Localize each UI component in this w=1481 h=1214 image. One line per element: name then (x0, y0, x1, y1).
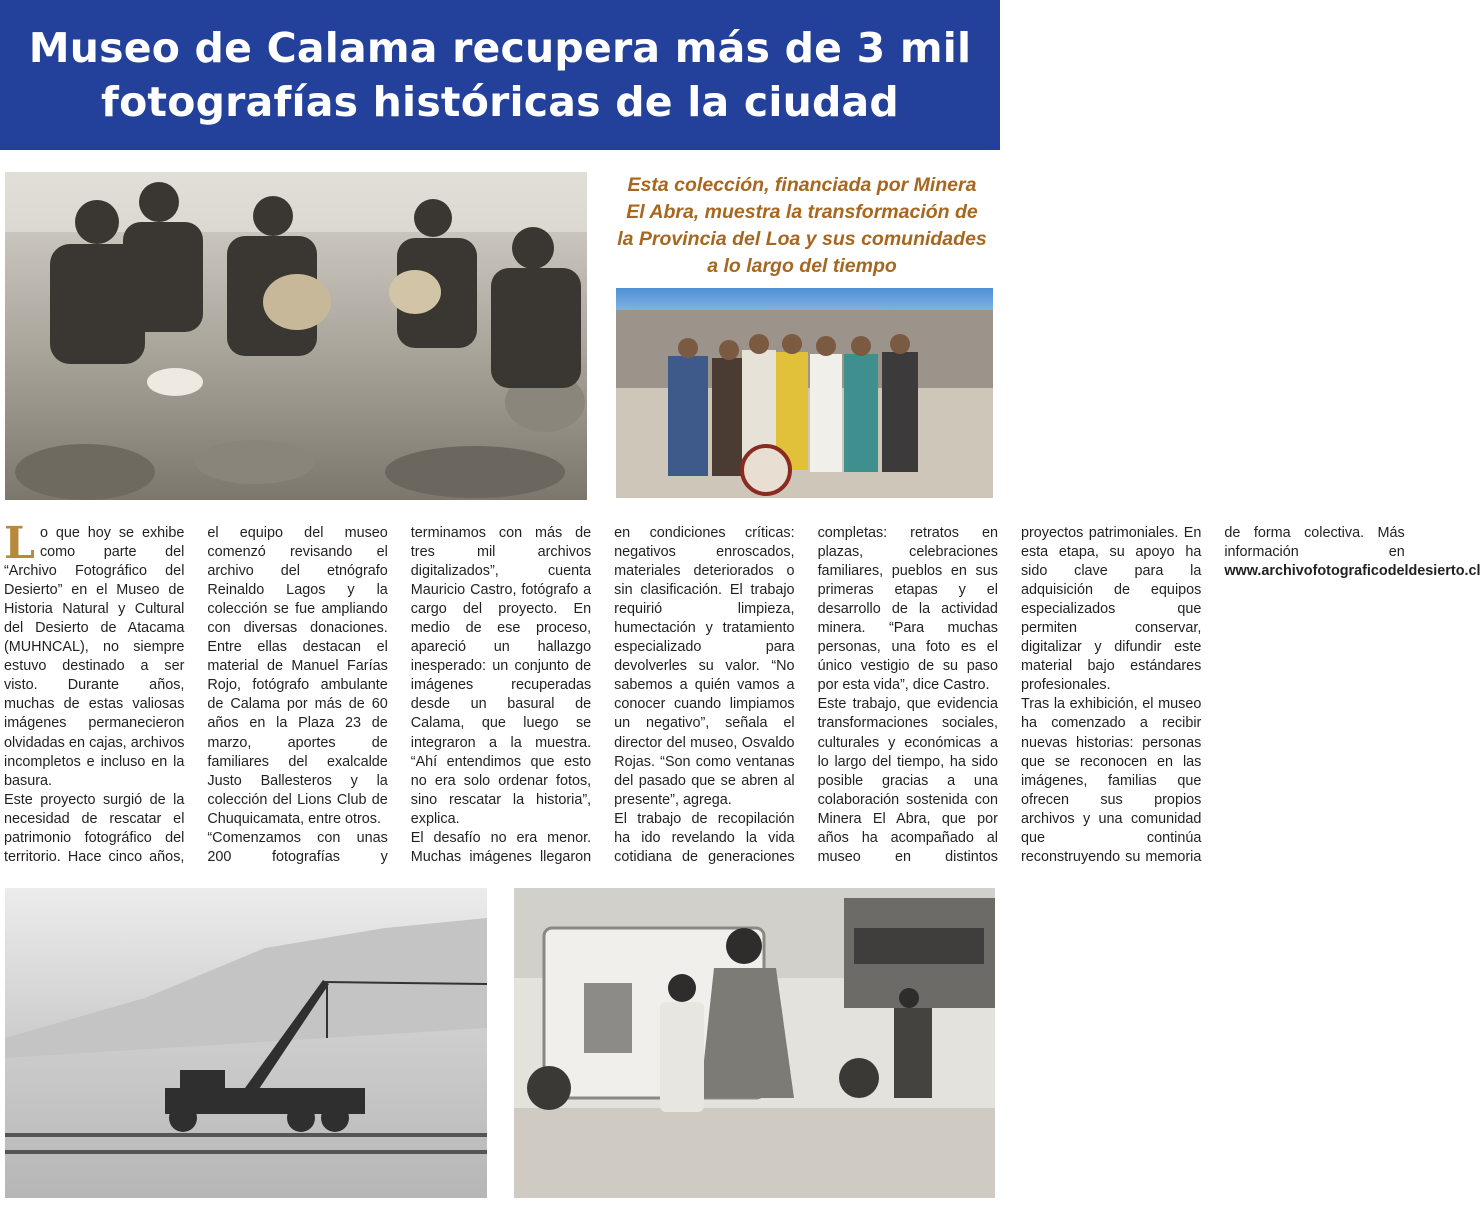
pull-quote (606, 172, 998, 280)
article-paragraph-4: El desafío no era menor. Muchas imágenes llegaron en condiciones críticas: negativos enroscados, materiales deteriorados o sin clasificación. El trabajo requirió limpieza, humectación y tratamiento especializado para devolverles su valor. “No sabemos a quién vamos a conocer cuando limpiamos un negativo”, señala el director del museo, Osvaldo Rojas. “Son como ventanas del pasado que se abren al presente”, agrega. (410, 525, 795, 865)
photo-family-vehicle (514, 888, 995, 1198)
article-paragraph (4, 518, 185, 791)
article-paragraph-6: Este trabajo, que evidencia transformaciones sociales, culturales y económicas a lo largo del tiempo, ha sido posible gracias a una colaboración sostenida con Minera El Abra, que por años ha acompañado al museo en distintos proyectos patrimoniales. En esta etapa, su apoyo ha sido clave para la adquisición de equipos especializados que permiten conservar, digitalizar y difundir este material bajo estándares profesionales. (817, 525, 1202, 865)
headline (29, 21, 972, 129)
pull-quote-line-2: El Abra, muestra la transformación de (626, 201, 978, 223)
photo-crane-truck (5, 888, 487, 1198)
article-paragraph-1-text: o que hoy se exhibe como parte del “Archivo Fotográfico del Desierto” en el Museo de Historia Natural y Cultural del Desierto de Atacama (MUHNCAL), no siempre estuvo destinado a ser visto. Durante años, muchas de estas valiosas imágenes permanecieron olvidadas en cajas, archivos incompletos e incluso en la basura. (4, 525, 185, 789)
article-paragraph-3: “Comenzamos con unas 200 fotografías y terminamos con más de tres mil archivos digitalizados”, cuenta Mauricio Castro, fotógrafo a cargo del proyecto. En medio de ese proceso, apareció un hallazgo inesperado: un conjunto de imágenes recuperadas desde un basural de Calama, que luego se integraron a la muestra. “Ahí entendimos que esto no era solo ordenar fotos, sino rescatar la historia”, explica. (207, 525, 592, 865)
photo-group-color (616, 288, 993, 498)
drop-cap: L (4, 518, 35, 569)
archive-website-link[interactable]: www.archivofotograficodeldesierto.cl (1224, 563, 1481, 580)
article-body (4, 518, 1481, 876)
headline-line-1: Museo de Calama recupera más de 3 mil (28, 24, 972, 72)
pull-quote-line-3: la Provincia del Loa y sus comunidades (617, 228, 987, 250)
headline-banner (0, 0, 1000, 150)
article-paragraph-2: Este proyecto surgió de la necesidad de rescatar el patrimonio fotográfico del territorio. Hace cinco años, el equipo del museo comenzó revisando el archivo del etnógrafo Reinaldo Lagos y la colección se fue ampliando con diversas donaciones. Entre ellas destacan el material de Manuel Farías Rojo, fotógrafo ambulante de Calama por más de 60 años en la Plaza 23 de marzo, aportes de familiares del exalcalde Justo Ballesteros y la colección del Lions Club de Chuquicamata, entre otros. (4, 525, 388, 865)
pull-quote-line-1: Esta colección, financiada por Minera (627, 174, 977, 196)
photo-musicians (5, 172, 587, 500)
article-paragraph-7-text: Tras la exhibición, el museo ha comenzado a recibir nuevas historias: personas que se reconocen en las imágenes, familias que ofrecen sus propios archivos y una comunidad que continúa reconstruyendo su memoria de forma colectiva. Más información en (1020, 525, 1405, 865)
headline-line-2: fotografías históricas de la ciudad (101, 78, 899, 126)
pull-quote-line-4: a lo largo del tiempo (707, 255, 897, 277)
article-paragraph-5: El trabajo de recopilación ha ido revelando la vida cotidiana de generaciones completas: retratos en plazas, celebraciones familiares, pueblos en sus primeras etapas y el desarrollo de la actividad minera. “Para muchas personas, una foto es el único vestigio de su paso por esta vida”, dice Castro. (614, 525, 998, 865)
